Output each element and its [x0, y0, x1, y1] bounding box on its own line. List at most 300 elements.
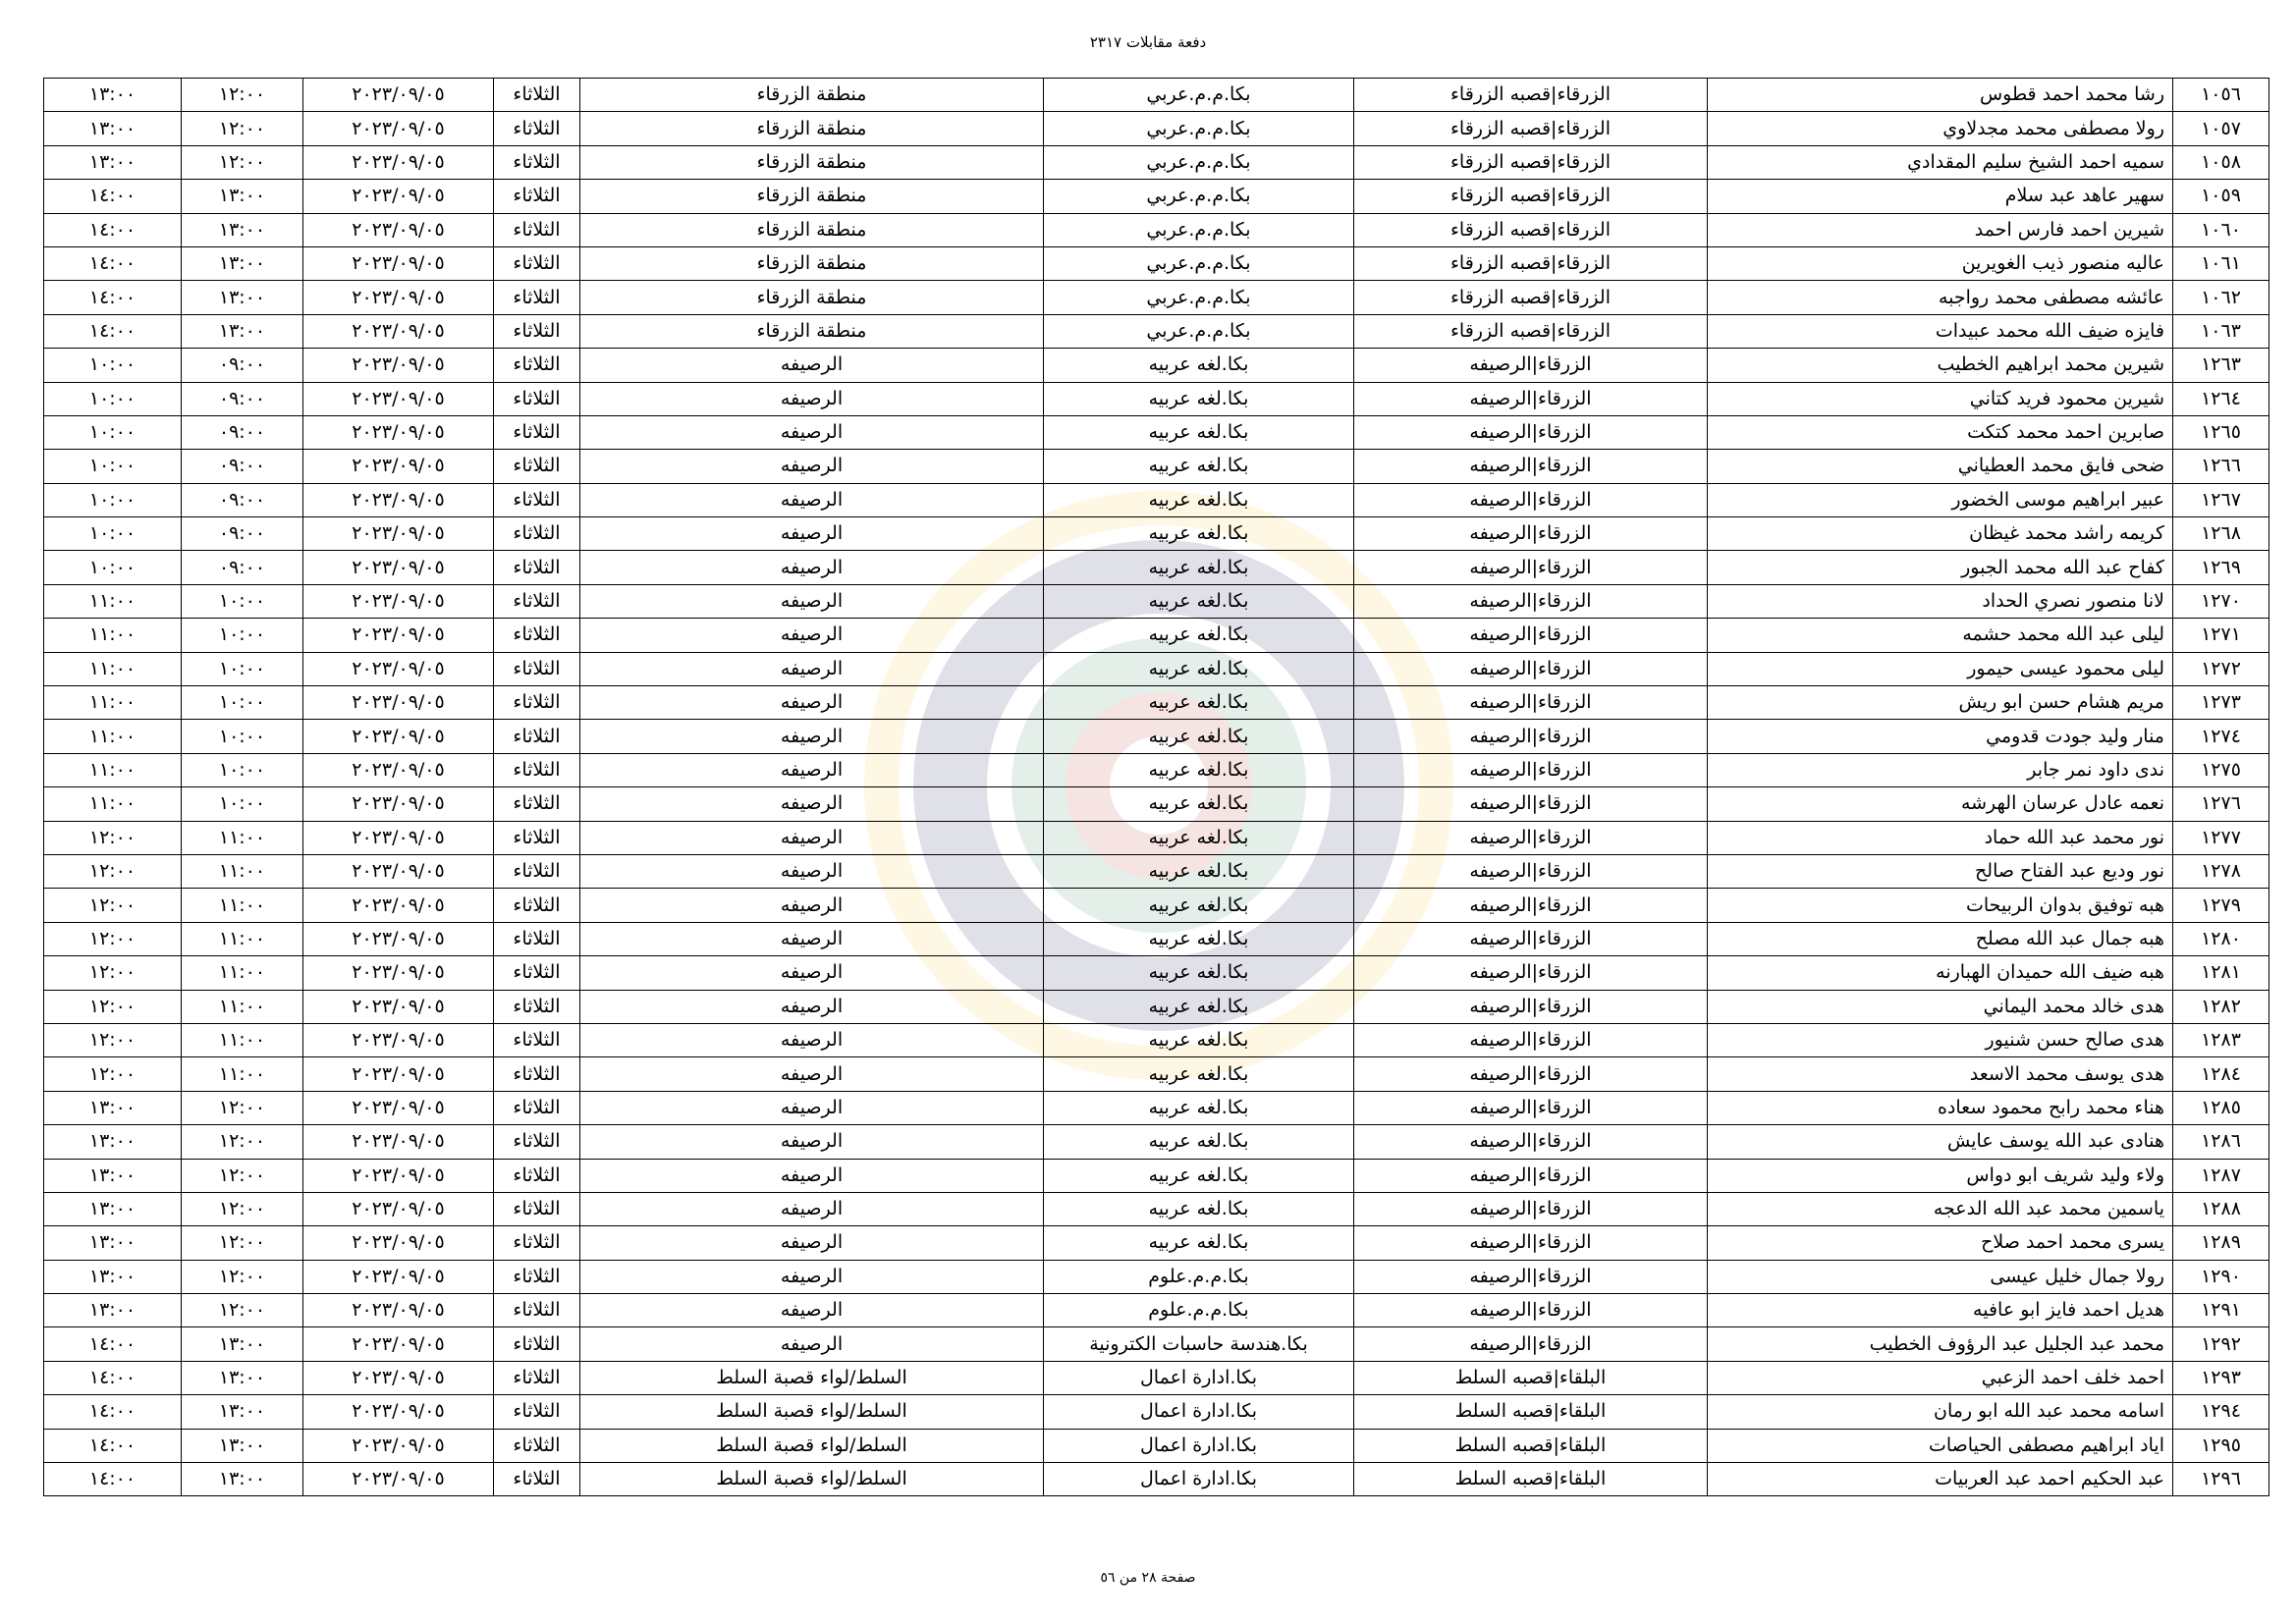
interview-schedule-table — [43, 78, 2269, 1496]
applicant-name-cell: رولا مصطفى محمد مجدلاوي — [1708, 112, 2173, 145]
interview-location-cell: منطقة الزرقاء — [580, 112, 1044, 145]
end-time-cell: ١١:٠٠ — [44, 753, 182, 786]
governorate-district-cell: الزرقاء|الرصيفه — [1354, 652, 1708, 685]
seq-number-cell: ١٢٧٤ — [2173, 720, 2269, 753]
start-time-cell: ١٢:٠٠ — [182, 1091, 303, 1124]
date-cell: ٢٠٢٣/٠٩/٠٥ — [303, 720, 494, 753]
date-cell: ٢٠٢٣/٠٩/٠٥ — [303, 180, 494, 213]
seq-number-cell: ١٢٨٥ — [2173, 1091, 2269, 1124]
applicant-name-cell: شيرين احمد فارس احمد — [1708, 213, 2173, 246]
end-time-cell: ١٣:٠٠ — [44, 1159, 182, 1192]
applicant-name-cell: فايزه ضيف الله محمد عبيدات — [1708, 314, 2173, 348]
specialization-cell: بكا.لغه عربيه — [1044, 1091, 1354, 1124]
specialization-cell: بكا.م.م.عربي — [1044, 246, 1354, 280]
date-cell: ٢٠٢٣/٠٩/٠٥ — [303, 1294, 494, 1327]
day-cell: الثلاثاء — [494, 1226, 580, 1260]
governorate-district-cell: البلقاء|قصبه السلط — [1354, 1395, 1708, 1429]
governorate-district-cell: الزرقاء|الرصيفه — [1354, 1159, 1708, 1192]
seq-number-cell: ١٢٧٥ — [2173, 753, 2269, 786]
end-time-cell: ١١:٠٠ — [44, 686, 182, 720]
applicant-name-cell: ندى داود نمر جابر — [1708, 753, 2173, 786]
table-row — [44, 517, 2269, 551]
interview-location-cell: السلط/لواء قصبة السلط — [580, 1361, 1044, 1394]
seq-number-cell: ١٢٨٣ — [2173, 1023, 2269, 1056]
day-cell: الثلاثاء — [494, 314, 580, 348]
governorate-district-cell: الزرقاء|الرصيفه — [1354, 1057, 1708, 1091]
day-cell: الثلاثاء — [494, 450, 580, 483]
specialization-cell: بكا.لغه عربيه — [1044, 1125, 1354, 1159]
governorate-district-cell: البلقاء|قصبه السلط — [1354, 1361, 1708, 1394]
table-row — [44, 1159, 2269, 1192]
start-time-cell: ٠٩:٠٠ — [182, 551, 303, 584]
table-row — [44, 787, 2269, 821]
seq-number-cell: ١٢٦٤ — [2173, 382, 2269, 415]
interview-location-cell: السلط/لواء قصبة السلط — [580, 1463, 1044, 1496]
seq-number-cell: ١٢٧١ — [2173, 619, 2269, 652]
day-cell: الثلاثاء — [494, 584, 580, 618]
end-time-cell: ١٣:٠٠ — [44, 112, 182, 145]
date-cell: ٢٠٢٣/٠٩/٠٥ — [303, 1159, 494, 1192]
interview-location-cell: الرصيفه — [580, 584, 1044, 618]
day-cell: الثلاثاء — [494, 652, 580, 685]
governorate-district-cell: الزرقاء|الرصيفه — [1354, 584, 1708, 618]
end-time-cell: ١١:٠٠ — [44, 652, 182, 685]
specialization-cell: بكا.م.م.عربي — [1044, 79, 1354, 112]
end-time-cell: ١٢:٠٠ — [44, 990, 182, 1023]
date-cell: ٢٠٢٣/٠٩/٠٥ — [303, 415, 494, 449]
end-time-cell: ١٤:٠٠ — [44, 314, 182, 348]
seq-number-cell: ١٢٧٨ — [2173, 854, 2269, 888]
start-time-cell: ١١:٠٠ — [182, 1023, 303, 1056]
seq-number-cell: ١٢٩٤ — [2173, 1395, 2269, 1429]
governorate-district-cell: الزرقاء|الرصيفه — [1354, 450, 1708, 483]
applicant-name-cell: كفاح عبد الله محمد الجبور — [1708, 551, 2173, 584]
governorate-district-cell: الزرقاء|الرصيفه — [1354, 720, 1708, 753]
seq-number-cell: ١٢٨١ — [2173, 956, 2269, 990]
interview-location-cell: الرصيفه — [580, 854, 1044, 888]
day-cell: الثلاثاء — [494, 889, 580, 922]
day-cell: الثلاثاء — [494, 517, 580, 551]
interview-location-cell: الرصيفه — [580, 686, 1044, 720]
applicant-name-cell: ضحى فايق محمد العطياني — [1708, 450, 2173, 483]
governorate-district-cell: الزرقاء|الرصيفه — [1354, 1091, 1708, 1124]
table-row — [44, 854, 2269, 888]
interview-location-cell: الرصيفه — [580, 382, 1044, 415]
start-time-cell: ١٢:٠٠ — [182, 1192, 303, 1225]
table-row — [44, 922, 2269, 955]
table-row — [44, 79, 2269, 112]
end-time-cell: ١٤:٠٠ — [44, 1327, 182, 1361]
table-row — [44, 180, 2269, 213]
start-time-cell: ١٠:٠٠ — [182, 720, 303, 753]
interview-location-cell: الرصيفه — [580, 619, 1044, 652]
seq-number-cell: ١٢٦٥ — [2173, 415, 2269, 449]
date-cell: ٢٠٢٣/٠٩/٠٥ — [303, 821, 494, 854]
end-time-cell: ١٤:٠٠ — [44, 246, 182, 280]
table-row — [44, 349, 2269, 382]
table-row — [44, 281, 2269, 314]
end-time-cell: ١٣:٠٠ — [44, 79, 182, 112]
interview-location-cell: الرصيفه — [580, 551, 1044, 584]
applicant-name-cell: يسرى محمد احمد صلاح — [1708, 1226, 2173, 1260]
table-row — [44, 1125, 2269, 1159]
day-cell: الثلاثاء — [494, 145, 580, 179]
specialization-cell: بكا.لغه عربيه — [1044, 753, 1354, 786]
table-row — [44, 956, 2269, 990]
day-cell: الثلاثاء — [494, 1463, 580, 1496]
applicant-name-cell: هناء محمد رابح محمود سعاده — [1708, 1091, 2173, 1124]
governorate-district-cell: الزرقاء|قصبه الزرقاء — [1354, 145, 1708, 179]
start-time-cell: ٠٩:٠٠ — [182, 415, 303, 449]
day-cell: الثلاثاء — [494, 990, 580, 1023]
start-time-cell: ١٢:٠٠ — [182, 1294, 303, 1327]
date-cell: ٢٠٢٣/٠٩/٠٥ — [303, 990, 494, 1023]
end-time-cell: ١٢:٠٠ — [44, 922, 182, 955]
governorate-district-cell: الزرقاء|الرصيفه — [1354, 889, 1708, 922]
date-cell: ٢٠٢٣/٠٩/٠٥ — [303, 1429, 494, 1462]
end-time-cell: ١٠:٠٠ — [44, 450, 182, 483]
interview-location-cell: الرصيفه — [580, 1294, 1044, 1327]
applicant-name-cell: عبد الحكيم احمد عبد العربيات — [1708, 1463, 2173, 1496]
day-cell: الثلاثاء — [494, 1395, 580, 1429]
specialization-cell: بكا.م.م.عربي — [1044, 112, 1354, 145]
seq-number-cell: ١٢٨٢ — [2173, 990, 2269, 1023]
interview-location-cell: منطقة الزرقاء — [580, 213, 1044, 246]
day-cell: الثلاثاء — [494, 787, 580, 821]
date-cell: ٢٠٢٣/٠٩/٠٥ — [303, 956, 494, 990]
table-row — [44, 720, 2269, 753]
seq-number-cell: ١٠٦٠ — [2173, 213, 2269, 246]
specialization-cell: بكا.م.م.عربي — [1044, 281, 1354, 314]
specialization-cell: بكا.م.م.عربي — [1044, 180, 1354, 213]
day-cell: الثلاثاء — [494, 619, 580, 652]
specialization-cell: بكا.لغه عربيه — [1044, 517, 1354, 551]
applicant-name-cell: عاليه منصور ذيب الغويرين — [1708, 246, 2173, 280]
end-time-cell: ١٤:٠٠ — [44, 1429, 182, 1462]
specialization-cell: بكا.لغه عربيه — [1044, 584, 1354, 618]
specialization-cell: بكا.م.م.عربي — [1044, 145, 1354, 179]
specialization-cell: بكا.لغه عربيه — [1044, 1226, 1354, 1260]
start-time-cell: ١٣:٠٠ — [182, 1327, 303, 1361]
date-cell: ٢٠٢٣/٠٩/٠٥ — [303, 551, 494, 584]
day-cell: الثلاثاء — [494, 382, 580, 415]
day-cell: الثلاثاء — [494, 551, 580, 584]
start-time-cell: ٠٩:٠٠ — [182, 382, 303, 415]
applicant-name-cell: هدى يوسف محمد الاسعد — [1708, 1057, 2173, 1091]
table-row — [44, 1395, 2269, 1429]
interview-location-cell: الرصيفه — [580, 1091, 1044, 1124]
day-cell: الثلاثاء — [494, 1361, 580, 1394]
governorate-district-cell: الزرقاء|الرصيفه — [1354, 483, 1708, 516]
end-time-cell: ١٠:٠٠ — [44, 415, 182, 449]
table-row — [44, 382, 2269, 415]
governorate-district-cell: الزرقاء|الرصيفه — [1354, 854, 1708, 888]
seq-number-cell: ١٢٨٧ — [2173, 1159, 2269, 1192]
seq-number-cell: ١٠٦٢ — [2173, 281, 2269, 314]
interview-location-cell: منطقة الزرقاء — [580, 246, 1044, 280]
end-time-cell: ١٢:٠٠ — [44, 1057, 182, 1091]
specialization-cell: بكا.لغه عربيه — [1044, 1057, 1354, 1091]
end-time-cell: ١٤:٠٠ — [44, 1463, 182, 1496]
governorate-district-cell: الزرقاء|الرصيفه — [1354, 349, 1708, 382]
date-cell: ٢٠٢٣/٠٩/٠٥ — [303, 854, 494, 888]
start-time-cell: ١٢:٠٠ — [182, 1125, 303, 1159]
specialization-cell: بكا.لغه عربيه — [1044, 990, 1354, 1023]
table-body — [44, 79, 2269, 1496]
governorate-district-cell: الزرقاء|الرصيفه — [1354, 415, 1708, 449]
start-time-cell: ١٠:٠٠ — [182, 619, 303, 652]
start-time-cell: ١١:٠٠ — [182, 889, 303, 922]
date-cell: ٢٠٢٣/٠٩/٠٥ — [303, 1395, 494, 1429]
seq-number-cell: ١٢٨٨ — [2173, 1192, 2269, 1225]
table-row — [44, 821, 2269, 854]
applicant-name-cell: منار وليد جودت قدومي — [1708, 720, 2173, 753]
end-time-cell: ١١:٠٠ — [44, 619, 182, 652]
interview-location-cell: منطقة الزرقاء — [580, 180, 1044, 213]
interview-location-cell: الرصيفه — [580, 956, 1044, 990]
table-row — [44, 753, 2269, 786]
seq-number-cell: ١٠٥٨ — [2173, 145, 2269, 179]
governorate-district-cell: الزرقاء|الرصيفه — [1354, 821, 1708, 854]
interview-location-cell: الرصيفه — [580, 922, 1044, 955]
day-cell: الثلاثاء — [494, 1159, 580, 1192]
applicant-name-cell: صابرين احمد محمد كتكت — [1708, 415, 2173, 449]
specialization-cell: بكا.لغه عربيه — [1044, 686, 1354, 720]
seq-number-cell: ١٢٦٧ — [2173, 483, 2269, 516]
specialization-cell: بكا.لغه عربيه — [1044, 619, 1354, 652]
governorate-district-cell: الزرقاء|قصبه الزرقاء — [1354, 281, 1708, 314]
table-row — [44, 619, 2269, 652]
start-time-cell: ١١:٠٠ — [182, 821, 303, 854]
governorate-district-cell: الزرقاء|قصبه الزرقاء — [1354, 79, 1708, 112]
table-row — [44, 1327, 2269, 1361]
applicant-name-cell: اسامه محمد عبد الله ابو رمان — [1708, 1395, 2173, 1429]
date-cell: ٢٠٢٣/٠٩/٠٥ — [303, 1091, 494, 1124]
applicant-name-cell: رشا محمد احمد قطوس — [1708, 79, 2173, 112]
interview-location-cell: منطقة الزرقاء — [580, 281, 1044, 314]
table-row — [44, 1091, 2269, 1124]
applicant-name-cell: هبه جمال عبد الله مصلح — [1708, 922, 2173, 955]
page-footer: صفحة ٢٨ من ٥٦ — [1100, 1570, 1196, 1586]
end-time-cell: ١٣:٠٠ — [44, 1294, 182, 1327]
date-cell: ٢٠٢٣/٠٩/٠٥ — [303, 483, 494, 516]
seq-number-cell: ١٢٩٦ — [2173, 1463, 2269, 1496]
end-time-cell: ١٤:٠٠ — [44, 281, 182, 314]
seq-number-cell: ١٢٨٤ — [2173, 1057, 2269, 1091]
specialization-cell: بكا.ادارة اعمال — [1044, 1463, 1354, 1496]
interview-location-cell: الرصيفه — [580, 1023, 1044, 1056]
specialization-cell: بكا.لغه عربيه — [1044, 415, 1354, 449]
day-cell: الثلاثاء — [494, 79, 580, 112]
date-cell: ٢٠٢٣/٠٩/٠٥ — [303, 787, 494, 821]
applicant-name-cell: اياد ابراهيم مصطفى الحياصات — [1708, 1429, 2173, 1462]
end-time-cell: ١٠:٠٠ — [44, 551, 182, 584]
day-cell: الثلاثاء — [494, 483, 580, 516]
end-time-cell: ١٤:٠٠ — [44, 213, 182, 246]
date-cell: ٢٠٢٣/٠٩/٠٥ — [303, 1057, 494, 1091]
applicant-name-cell: شيرين محمود فريد كتاني — [1708, 382, 2173, 415]
applicant-name-cell: سميه احمد الشيخ سليم المقدادي — [1708, 145, 2173, 179]
end-time-cell: ١١:٠٠ — [44, 720, 182, 753]
applicant-name-cell: هنادى عبد الله يوسف عايش — [1708, 1125, 2173, 1159]
day-cell: الثلاثاء — [494, 1091, 580, 1124]
specialization-cell: بكا.لغه عربيه — [1044, 720, 1354, 753]
day-cell: الثلاثاء — [494, 281, 580, 314]
day-cell: الثلاثاء — [494, 686, 580, 720]
day-cell: الثلاثاء — [494, 349, 580, 382]
governorate-district-cell: الزرقاء|الرصيفه — [1354, 787, 1708, 821]
day-cell: الثلاثاء — [494, 246, 580, 280]
end-time-cell: ١٤:٠٠ — [44, 1361, 182, 1394]
table-row — [44, 1192, 2269, 1225]
applicant-name-cell: نعمه عادل عرسان الهرشه — [1708, 787, 2173, 821]
interview-location-cell: الرصيفه — [580, 1159, 1044, 1192]
specialization-cell: بكا.لغه عربيه — [1044, 483, 1354, 516]
end-time-cell: ١٣:٠٠ — [44, 1125, 182, 1159]
start-time-cell: ١٢:٠٠ — [182, 145, 303, 179]
applicant-name-cell: رولا جمال خليل عيسى — [1708, 1260, 2173, 1293]
start-time-cell: ٠٩:٠٠ — [182, 517, 303, 551]
date-cell: ٢٠٢٣/٠٩/٠٥ — [303, 619, 494, 652]
day-cell: الثلاثاء — [494, 854, 580, 888]
interview-location-cell: الرصيفه — [580, 990, 1044, 1023]
table-row — [44, 652, 2269, 685]
governorate-district-cell: الزرقاء|الرصيفه — [1354, 1192, 1708, 1225]
date-cell: ٢٠٢٣/٠٩/٠٥ — [303, 79, 494, 112]
date-cell: ٢٠٢٣/٠٩/٠٥ — [303, 753, 494, 786]
table-row — [44, 584, 2269, 618]
applicant-name-cell: نور وديع عبد الفتاح صالح — [1708, 854, 2173, 888]
date-cell: ٢٠٢٣/٠٩/٠٥ — [303, 1327, 494, 1361]
governorate-district-cell: الزرقاء|الرصيفه — [1354, 686, 1708, 720]
date-cell: ٢٠٢٣/٠٩/٠٥ — [303, 517, 494, 551]
seq-number-cell: ١٢٩٠ — [2173, 1260, 2269, 1293]
end-time-cell: ١٠:٠٠ — [44, 517, 182, 551]
date-cell: ٢٠٢٣/٠٩/٠٥ — [303, 1226, 494, 1260]
interview-location-cell: الرصيفه — [580, 753, 1044, 786]
governorate-district-cell: الزرقاء|قصبه الزرقاء — [1354, 180, 1708, 213]
day-cell: الثلاثاء — [494, 1294, 580, 1327]
date-cell: ٢٠٢٣/٠٩/٠٥ — [303, 652, 494, 685]
day-cell: الثلاثاء — [494, 112, 580, 145]
day-cell: الثلاثاء — [494, 720, 580, 753]
end-time-cell: ١٠:٠٠ — [44, 483, 182, 516]
table-row — [44, 686, 2269, 720]
start-time-cell: ١٣:٠٠ — [182, 1463, 303, 1496]
day-cell: الثلاثاء — [494, 1023, 580, 1056]
end-time-cell: ١٣:٠٠ — [44, 1192, 182, 1225]
start-time-cell: ١١:٠٠ — [182, 956, 303, 990]
date-cell: ٢٠٢٣/٠٩/٠٥ — [303, 889, 494, 922]
table-row — [44, 112, 2269, 145]
end-time-cell: ١٢:٠٠ — [44, 854, 182, 888]
specialization-cell: بكا.هندسة حاسبات الكترونية — [1044, 1327, 1354, 1361]
applicant-name-cell: محمد عبد الجليل عبد الرؤوف الخطيب — [1708, 1327, 2173, 1361]
specialization-cell: بكا.لغه عربيه — [1044, 821, 1354, 854]
table-row — [44, 1463, 2269, 1496]
day-cell: الثلاثاء — [494, 180, 580, 213]
seq-number-cell: ١٢٧٢ — [2173, 652, 2269, 685]
date-cell: ٢٠٢٣/٠٩/٠٥ — [303, 246, 494, 280]
table-row — [44, 1057, 2269, 1091]
governorate-district-cell: الزرقاء|الرصيفه — [1354, 517, 1708, 551]
applicant-name-cell: نور محمد عبد الله حماد — [1708, 821, 2173, 854]
day-cell: الثلاثاء — [494, 753, 580, 786]
end-time-cell: ١٢:٠٠ — [44, 956, 182, 990]
applicant-name-cell: سهير عاهد عبد سلام — [1708, 180, 2173, 213]
interview-location-cell: الرصيفه — [580, 349, 1044, 382]
date-cell: ٢٠٢٣/٠٩/٠٥ — [303, 281, 494, 314]
seq-number-cell: ١٠٦٣ — [2173, 314, 2269, 348]
start-time-cell: ١٢:٠٠ — [182, 1226, 303, 1260]
applicant-name-cell: مريم هشام حسن ابو ريش — [1708, 686, 2173, 720]
table-row — [44, 1429, 2269, 1462]
specialization-cell: بكا.لغه عربيه — [1044, 889, 1354, 922]
seq-number-cell: ١٢٩٣ — [2173, 1361, 2269, 1394]
seq-number-cell: ١٢٧٦ — [2173, 787, 2269, 821]
governorate-district-cell: الزرقاء|الرصيفه — [1354, 753, 1708, 786]
seq-number-cell: ١٠٥٩ — [2173, 180, 2269, 213]
date-cell: ٢٠٢٣/٠٩/٠٥ — [303, 1260, 494, 1293]
day-cell: الثلاثاء — [494, 821, 580, 854]
seq-number-cell: ١٢٩١ — [2173, 1294, 2269, 1327]
end-time-cell: ١١:٠٠ — [44, 787, 182, 821]
specialization-cell: بكا.م.م.علوم — [1044, 1260, 1354, 1293]
date-cell: ٢٠٢٣/٠٩/٠٥ — [303, 213, 494, 246]
applicant-name-cell: ياسمين محمد عبد الله الدعجه — [1708, 1192, 2173, 1225]
end-time-cell: ١٣:٠٠ — [44, 1226, 182, 1260]
table-row — [44, 1023, 2269, 1056]
governorate-district-cell: الزرقاء|قصبه الزرقاء — [1354, 314, 1708, 348]
governorate-district-cell: الزرقاء|الرصيفه — [1354, 551, 1708, 584]
specialization-cell: بكا.لغه عربيه — [1044, 1159, 1354, 1192]
table-row — [44, 551, 2269, 584]
end-time-cell: ١٢:٠٠ — [44, 821, 182, 854]
interview-location-cell: الرصيفه — [580, 1125, 1044, 1159]
specialization-cell: بكا.لغه عربيه — [1044, 551, 1354, 584]
seq-number-cell: ١٢٧٩ — [2173, 889, 2269, 922]
specialization-cell: بكا.لغه عربيه — [1044, 854, 1354, 888]
end-time-cell: ١٣:٠٠ — [44, 1260, 182, 1293]
date-cell: ٢٠٢٣/٠٩/٠٥ — [303, 584, 494, 618]
specialization-cell: بكا.م.م.علوم — [1044, 1294, 1354, 1327]
specialization-cell: بكا.لغه عربيه — [1044, 382, 1354, 415]
start-time-cell: ١٣:٠٠ — [182, 213, 303, 246]
governorate-district-cell: الزرقاء|الرصيفه — [1354, 990, 1708, 1023]
seq-number-cell: ١٠٥٧ — [2173, 112, 2269, 145]
table-row — [44, 145, 2269, 179]
table-row — [44, 213, 2269, 246]
date-cell: ٢٠٢٣/٠٩/٠٥ — [303, 1463, 494, 1496]
interview-location-cell: الرصيفه — [580, 821, 1044, 854]
table-row — [44, 483, 2269, 516]
date-cell: ٢٠٢٣/٠٩/٠٥ — [303, 1125, 494, 1159]
applicant-name-cell: شيرين محمد ابراهيم الخطيب — [1708, 349, 2173, 382]
interview-location-cell: الرصيفه — [580, 652, 1044, 685]
start-time-cell: ٠٩:٠٠ — [182, 349, 303, 382]
specialization-cell: بكا.ادارة اعمال — [1044, 1361, 1354, 1394]
seq-number-cell: ١٢٦٨ — [2173, 517, 2269, 551]
day-cell: الثلاثاء — [494, 1057, 580, 1091]
seq-number-cell: ١٢٨٠ — [2173, 922, 2269, 955]
day-cell: الثلاثاء — [494, 956, 580, 990]
start-time-cell: ١٣:٠٠ — [182, 281, 303, 314]
interview-location-cell: الرصيفه — [580, 889, 1044, 922]
applicant-name-cell: لانا منصور نصري الحداد — [1708, 584, 2173, 618]
end-time-cell: ١٤:٠٠ — [44, 180, 182, 213]
interview-location-cell: الرصيفه — [580, 787, 1044, 821]
start-time-cell: ١١:٠٠ — [182, 922, 303, 955]
